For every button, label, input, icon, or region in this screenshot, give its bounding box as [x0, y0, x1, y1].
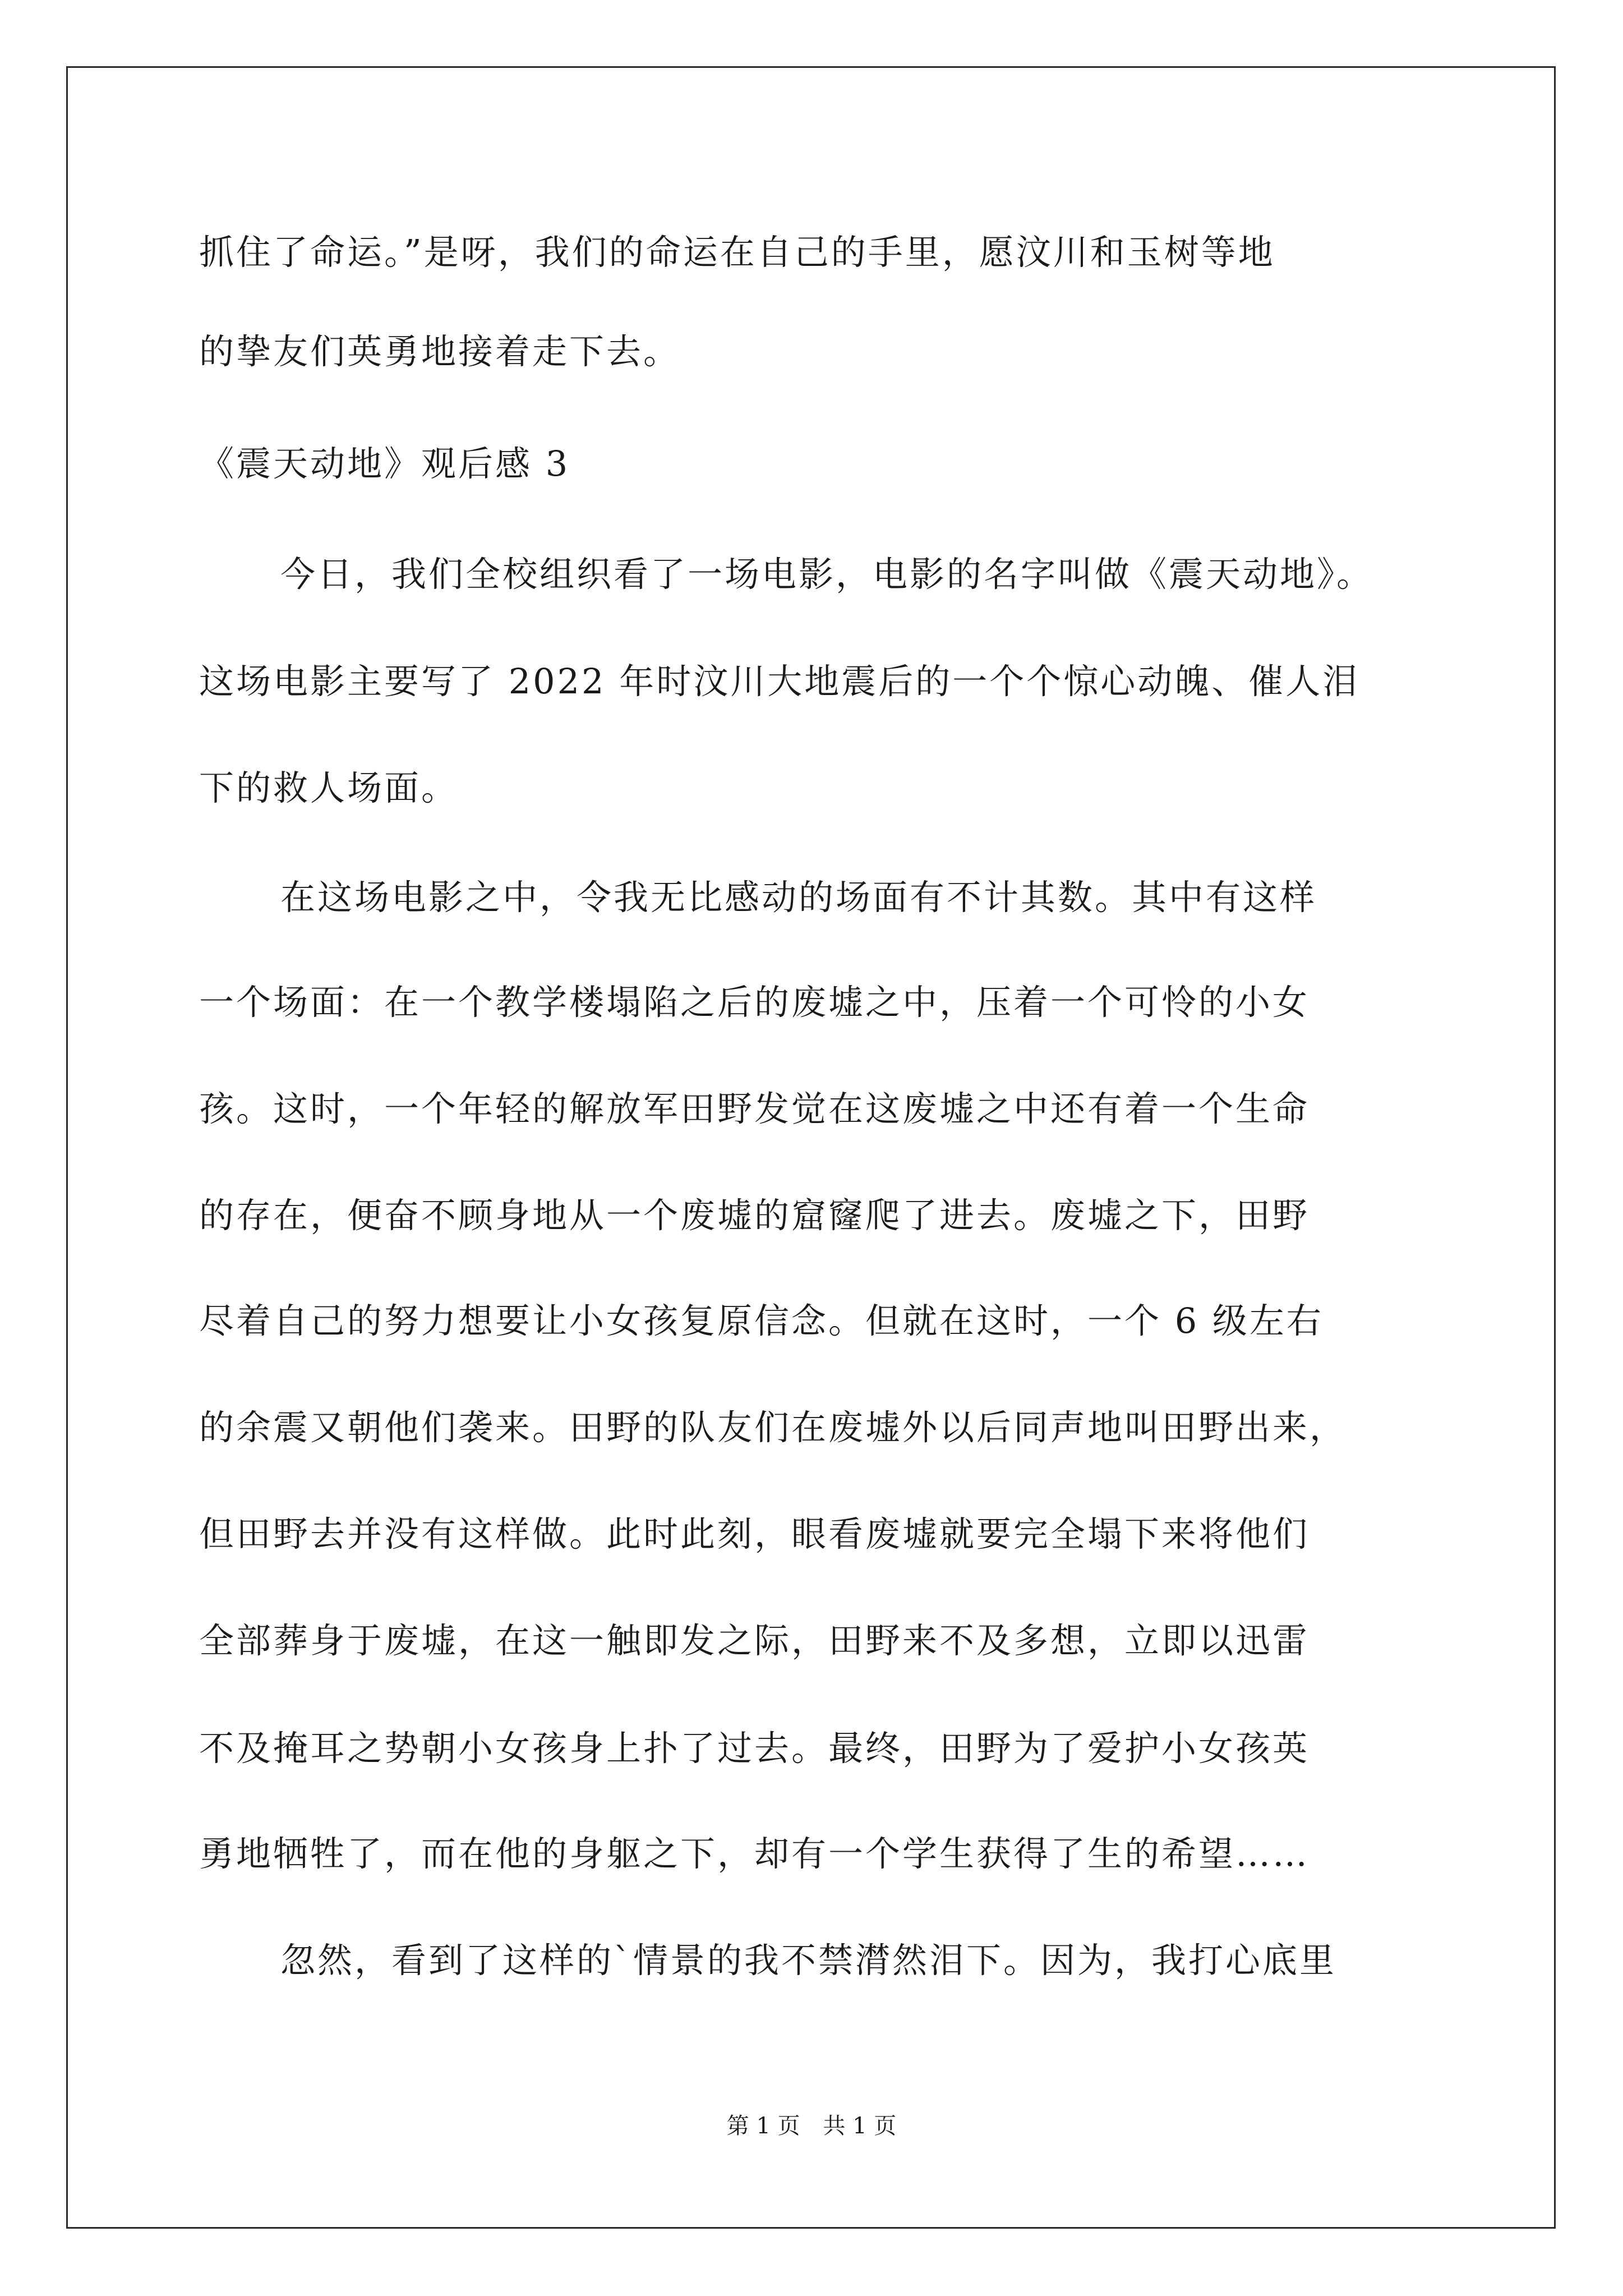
section-heading: 《震天动地》观后感 3	[199, 443, 570, 484]
text-line: 下的救人场面。	[199, 767, 459, 808]
page-total: 共 1 页	[823, 2113, 897, 2139]
paragraph-start-line: 忽然，看到了这样的`情景的我不禁潸然泪下。因为，我打心底里	[280, 1940, 1337, 1981]
text-line: 的挚友们英勇地接着走下去。	[199, 331, 681, 372]
text-line: 勇地牺牲了，而在他的身躯之下，却有一个学生获得了生的希望……	[199, 1833, 1310, 1874]
text-line: 不及掩耳之势朝小女孩身上扑了过去。最终，田野为了爱护小女孩英	[199, 1728, 1310, 1769]
text-line: 的存在，便奋不顾身地从一个废墟的窟窿爬了进去。废墟之下，田野	[199, 1195, 1310, 1236]
paragraph-start-line: 在这场电影之中，令我无比感动的场面有不计其数。其中有这样	[280, 877, 1317, 918]
text-line: 这场电影主要写了 2022 年时汶川大地震后的一个个惊心动魄、催人泪	[199, 661, 1360, 702]
page-border	[66, 66, 1556, 2229]
text-line: 全部葬身于废墟，在这一触即发之际，田野来不及多想，立即以迅雷	[199, 1620, 1310, 1661]
text-line: 但田野去并没有这样做。此时此刻，眼看废墟就要完全塌下来将他们	[199, 1513, 1310, 1554]
text-line: 的余震又朝他们袭来。田野的队友们在废墟外以后同声地叫田野出来，	[199, 1407, 1347, 1448]
page-footer	[0, 2112, 1623, 2140]
text-line: 抓住了命运。”是呀，我们的命运在自己的手里，愿汶川和玉树等地	[199, 232, 1275, 273]
text-line: 一个场面：在一个教学楼塌陷之后的废墟之中，压着一个可怜的小女	[199, 982, 1310, 1023]
paragraph-start-line: 今日，我们全校组织看了一场电影，电影的名字叫做《震天动地》。	[280, 554, 1374, 595]
text-line: 尽着自己的努力想要让小女孩复原信念。但就在这时，一个 6 级左右	[199, 1300, 1324, 1341]
text-line: 孩。这时，一个年轻的解放军田野发觉在这废墟之中还有着一个生命	[199, 1088, 1310, 1129]
page-number: 第 1 页	[726, 2113, 800, 2139]
